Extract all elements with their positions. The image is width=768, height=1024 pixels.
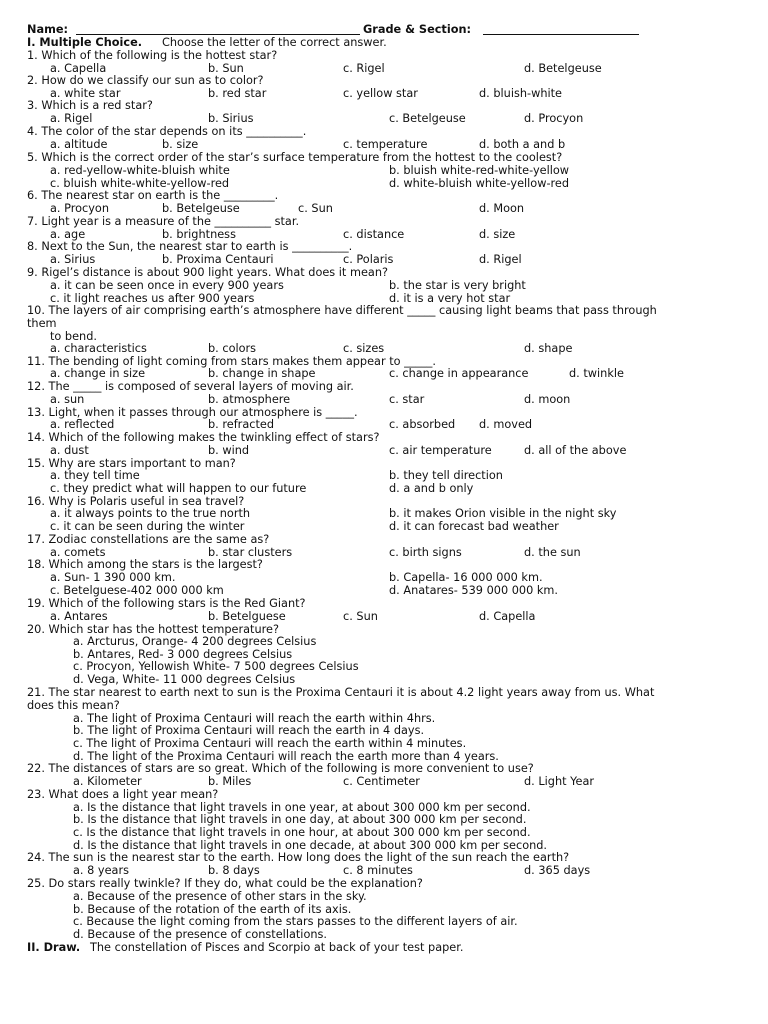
q7-choice-b[interactable]: b. brightness — [162, 228, 236, 241]
q22-choice-b[interactable]: b. Miles — [208, 775, 252, 788]
q10-choice-c[interactable]: c. sizes — [343, 342, 385, 355]
q3-choice-c[interactable]: c. Betelgeuse — [389, 112, 466, 125]
q11-choice-d[interactable]: d. twinkle — [569, 367, 624, 380]
q20-choice-a[interactable]: a. Arcturus, Orange- 4 200 degrees Celsius — [73, 635, 317, 648]
q7-choice-c[interactable]: c. distance — [343, 228, 405, 241]
q19-choice-c[interactable]: c. Sun — [343, 610, 378, 623]
q15-choice-b[interactable]: b. they tell direction — [389, 469, 503, 482]
question-13-stem: 13. Light, when it passes through our atmosphere is _____. — [27, 406, 358, 419]
question-8-stem: 8. Next to the Sun, the nearest star to earth is __________. — [27, 240, 353, 253]
q1-choice-a[interactable]: a. Capella — [50, 62, 107, 75]
q6-choice-c[interactable]: c. Sun — [298, 202, 333, 215]
q4-choice-c[interactable]: c. temperature — [343, 138, 428, 151]
q6-choice-b[interactable]: b. Betelgeuse — [162, 202, 240, 215]
part2-line — [0, 941, 768, 954]
question-4-stem: 4. The color of the star depends on its __________. — [27, 125, 307, 138]
q7-choice-d[interactable]: d. size — [479, 228, 516, 241]
q22-choice-c[interactable]: c. Centimeter — [343, 775, 420, 788]
q5-choice-b[interactable]: b. bluish white-red-white-yellow — [389, 164, 570, 177]
q15-choice-c[interactable]: c. they predict what will happen to our future — [50, 482, 307, 495]
question-23-stem: 23. What does a light year mean? — [27, 788, 219, 801]
q23-choice-b[interactable]: b. Is the distance that light travels in one day, at about 300 000 km per second. — [73, 813, 527, 826]
question-16-stem: 16. Why is Polaris useful in sea travel? — [27, 495, 245, 508]
question-21-stem: 21. The star nearest to earth next to sun is the Proxima Centauri it is about 4.2 light years away from us. What — [27, 686, 655, 699]
question-9-stem: 9. Rigel’s distance is about 900 light years. What does it mean? — [27, 266, 388, 279]
grade-section-blank[interactable] — [483, 23, 639, 35]
q2-choice-c[interactable]: c. yellow star — [343, 87, 418, 100]
part2-instruction: The constellation of Pisces and Scorpio at back of your test paper. — [90, 941, 464, 954]
q11-choice-a[interactable]: a. change in size — [50, 367, 146, 380]
q24-choice-a[interactable]: a. 8 years — [73, 864, 129, 877]
q9-choice-c[interactable]: c. it light reaches us after 900 years — [50, 292, 255, 305]
name-blank[interactable] — [76, 23, 360, 35]
question-1-stem: 1. Which of the following is the hottest star? — [27, 49, 278, 62]
question-11-stem: 11. The bending of light coming from stars makes them appear to _____. — [27, 355, 436, 368]
question-25-stem: 25. Do stars really twinkle? If they do, what could be the explanation? — [27, 877, 423, 890]
q9-choice-d[interactable]: d. it is a very hot star — [389, 292, 511, 305]
q25-choice-b[interactable]: b. Because of the rotation of the earth of its axis. — [73, 903, 352, 916]
q16-choice-c[interactable]: c. it can be seen during the winter — [50, 520, 245, 533]
q4-choice-b[interactable]: b. size — [162, 138, 199, 151]
q2-choice-b[interactable]: b. red star — [208, 87, 267, 100]
q2-choice-a[interactable]: a. white star — [50, 87, 121, 100]
q24-choice-b[interactable]: b. 8 days — [208, 864, 260, 877]
q11-choice-b[interactable]: b. change in shape — [208, 367, 316, 380]
question-19-stem: 19. Which of the following stars is the Red Giant? — [27, 597, 306, 610]
q2-choice-d[interactable]: d. bluish-white — [479, 87, 563, 100]
q14-choice-d[interactable]: d. all of the above — [524, 444, 627, 457]
q14-choice-b[interactable]: b. wind — [208, 444, 250, 457]
q23-choice-d[interactable]: d. Is the distance that light travels in one decade, at about 300 000 km per second. — [73, 839, 548, 852]
q17-choice-b[interactable]: b. star clusters — [208, 546, 293, 559]
question-24-stem: 24. The sun is the nearest star to the earth. How long does the light of the sun reach the earth? — [27, 851, 570, 864]
q21-choice-b[interactable]: b. The light of Proxima Centauri will reach the earth in 4 days. — [73, 724, 425, 737]
q1-choice-b[interactable]: b. Sun — [208, 62, 244, 75]
question-10-stem: 10. The layers of air comprising earth’s atmosphere have different _____ causing light beams that pass through — [27, 304, 657, 317]
q19-choice-a[interactable]: a. Antares — [50, 610, 108, 623]
q12-choice-a[interactable]: a. sun — [50, 393, 85, 406]
q13-choice-d[interactable]: d. moved — [479, 418, 533, 431]
q17-choice-d[interactable]: d. the sun — [524, 546, 581, 559]
q12-choice-c[interactable]: c. star — [389, 393, 425, 406]
q25-choice-a[interactable]: a. Because of the presence of other stars in the sky. — [73, 890, 367, 903]
q8-choice-d[interactable]: d. Rigel — [479, 253, 522, 266]
q16-choice-a[interactable]: a. it always points to the true north — [50, 507, 251, 520]
header-line — [0, 23, 768, 36]
q20-choice-d[interactable]: d. Vega, White- 11 000 degrees Celsius — [73, 673, 296, 686]
question-17-stem: 17. Zodiac constellations are the same as? — [27, 533, 270, 546]
q5-choice-c[interactable]: c. bluish white-white-yellow-red — [50, 177, 230, 190]
question-15-stem: 15. Why are stars important to man? — [27, 457, 236, 470]
q8-choice-a[interactable]: a. Sirius — [50, 253, 96, 266]
q4-choice-d[interactable]: d. both a and b — [479, 138, 566, 151]
q17-choice-c[interactable]: c. birth signs — [389, 546, 462, 559]
q14-choice-c[interactable]: c. air temperature — [389, 444, 492, 457]
q25-choice-c[interactable]: c. Because the light coming from the stars passes to the different layers of air. — [73, 915, 518, 928]
part1-heading: I. Multiple Choice. — [27, 36, 143, 49]
q17-choice-a[interactable]: a. comets — [50, 546, 106, 559]
q20-choice-c[interactable]: c. Procyon, Yellowish White- 7 500 degrees Celsius — [73, 660, 359, 673]
q3-choice-d[interactable]: d. Procyon — [524, 112, 584, 125]
part1-heading-line — [0, 36, 768, 49]
q19-choice-d[interactable]: d. Capella — [479, 610, 536, 623]
question-22-stem: 22. The distances of stars are so great. Which of the following is more convenient to use? — [27, 762, 534, 775]
q4-choice-a[interactable]: a. altitude — [50, 138, 108, 151]
q18-choice-a[interactable]: a. Sun- 1 390 000 km. — [50, 571, 176, 584]
name-label: Name: — [27, 23, 69, 36]
q1-choice-d[interactable]: d. Betelgeuse — [524, 62, 602, 75]
q10-choice-b[interactable]: b. colors — [208, 342, 257, 355]
q13-choice-b[interactable]: b. refracted — [208, 418, 275, 431]
q24-choice-d[interactable]: d. 365 days — [524, 864, 591, 877]
question-3-stem: 3. Which is a red star? — [27, 99, 153, 112]
q16-choice-d[interactable]: d. it can forecast bad weather — [389, 520, 559, 533]
q18-choice-c[interactable]: c. Betelguese-402 000 000 km — [50, 584, 224, 597]
q24-choice-c[interactable]: c. 8 minutes — [343, 864, 413, 877]
question-7-stem: 7. Light year is a measure of the __________ star. — [27, 215, 300, 228]
q5-choice-a[interactable]: a. red-yellow-white-bluish white — [50, 164, 230, 177]
question-20-stem: 20. Which star has the hottest temperature? — [27, 623, 279, 636]
q7-choice-a[interactable]: a. age — [50, 228, 86, 241]
q5-choice-d[interactable]: d. white-bluish white-yellow-red — [389, 177, 570, 190]
q25-choice-d[interactable]: d. Because of the presence of constellations. — [73, 928, 327, 941]
q10-choice-d[interactable]: d. shape — [524, 342, 573, 355]
q20-choice-b[interactable]: b. Antares, Red- 3 000 degrees Celsius — [73, 648, 293, 661]
q14-choice-a[interactable]: a. dust — [50, 444, 89, 457]
part1-instruction: Choose the letter of the correct answer. — [162, 36, 387, 49]
q21-choice-a[interactable]: a. The light of Proxima Centauri will reach the earth within 4hrs. — [73, 712, 436, 725]
question-10-stem-cont: them — [27, 317, 57, 330]
q8-choice-b[interactable]: b. Proxima Centauri — [162, 253, 274, 266]
q15-choice-a[interactable]: a. they tell time — [50, 469, 140, 482]
question-14-stem: 14. Which of the following makes the twinkling effect of stars? — [27, 431, 380, 444]
q21-choice-d[interactable]: d. The light of the Proxima Centauri will reach the earth more than 4 years. — [73, 750, 499, 763]
question-10-stem-cont2: to bend. — [50, 330, 97, 343]
q10-choice-a[interactable]: a. characteristics — [50, 342, 147, 355]
q23-choice-c[interactable]: c. Is the distance that light travels in one hour, at about 300 000 km per second. — [73, 826, 531, 839]
question-12-stem: 12. The _____ is composed of several layers of moving air. — [27, 380, 354, 393]
q3-choice-b[interactable]: b. Sirius — [208, 112, 254, 125]
q23-choice-a[interactable]: a. Is the distance that light travels in one year, at about 300 000 km per second. — [73, 801, 531, 814]
q12-choice-b[interactable]: b. atmosphere — [208, 393, 291, 406]
q9-choice-a[interactable]: a. it can be seen once in every 900 years — [50, 279, 284, 292]
q6-choice-d[interactable]: d. Moon — [479, 202, 525, 215]
q22-choice-a[interactable]: a. Kilometer — [73, 775, 142, 788]
q18-choice-b[interactable]: b. Capella- 16 000 000 km. — [389, 571, 543, 584]
q13-choice-c[interactable]: c. absorbed — [389, 418, 456, 431]
q22-choice-d[interactable]: d. Light Year — [524, 775, 595, 788]
q21-choice-c[interactable]: c. The light of Proxima Centauri will reach the earth within 4 minutes. — [73, 737, 467, 750]
q15-choice-d[interactable]: d. a and b only — [389, 482, 474, 495]
q6-choice-a[interactable]: a. Procyon — [50, 202, 109, 215]
q8-choice-c[interactable]: c. Polaris — [343, 253, 394, 266]
q11-choice-c[interactable]: c. change in appearance — [389, 367, 529, 380]
question-5-stem: 5. Which is the correct order of the star’s surface temperature from the hottest to the coolest? — [27, 151, 563, 164]
q1-choice-c[interactable]: c. Rigel — [343, 62, 385, 75]
grade-section-label: Grade & Section: — [363, 23, 472, 36]
question-2-stem: 2. How do we classify our sun as to color? — [27, 74, 264, 87]
q13-choice-a[interactable]: a. reflected — [50, 418, 115, 431]
question-21-stem-cont: does this mean? — [27, 699, 120, 712]
question-18-stem: 18. Which among the stars is the largest? — [27, 558, 263, 571]
q3-choice-a[interactable]: a. Rigel — [50, 112, 93, 125]
q18-choice-d[interactable]: d. Anatares- 539 000 000 km. — [389, 584, 559, 597]
q9-choice-b[interactable]: b. the star is very bright — [389, 279, 526, 292]
part2-heading: II. Draw. — [27, 941, 81, 954]
q19-choice-b[interactable]: b. Betelguese — [208, 610, 286, 623]
q16-choice-b[interactable]: b. it makes Orion visible in the night sky — [389, 507, 617, 520]
q12-choice-d[interactable]: d. moon — [524, 393, 571, 406]
question-6-stem: 6. The nearest star on earth is the _________. — [27, 189, 279, 202]
